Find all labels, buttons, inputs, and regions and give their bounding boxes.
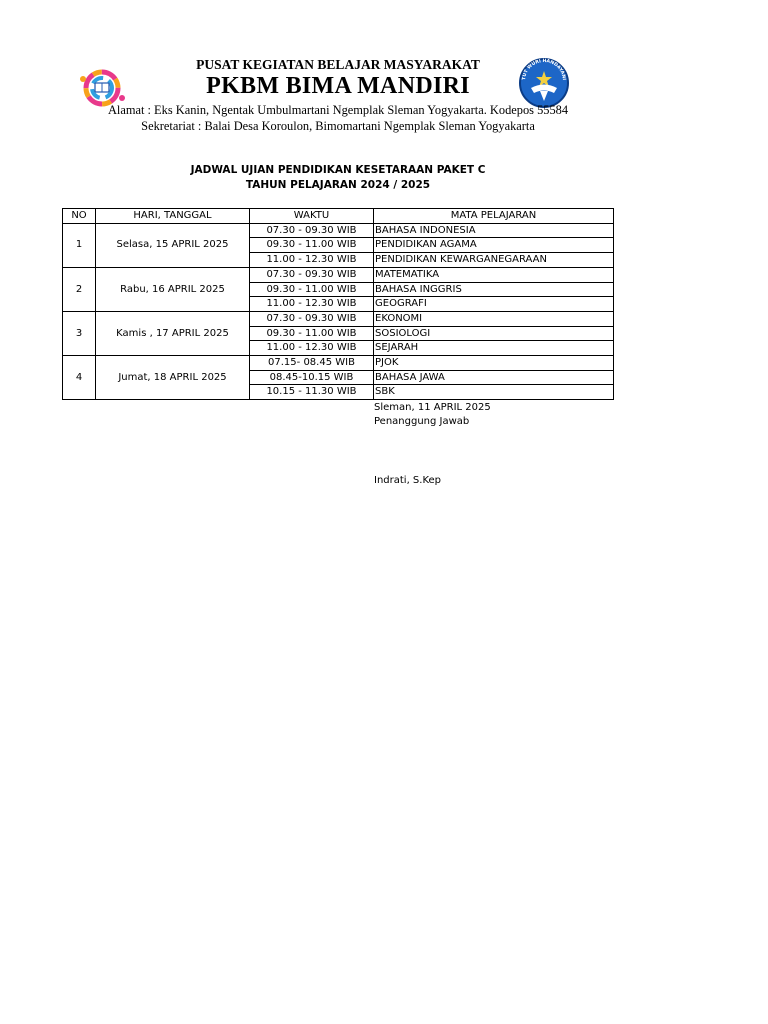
- organization-name: PKBM BIMA MANDIRI: [206, 73, 470, 99]
- session-subject: BAHASA INGGRIS: [374, 282, 614, 297]
- session-subject: PENDIDIKAN KEWARGANEGARAAN: [374, 253, 614, 268]
- header-no: NO: [63, 209, 96, 224]
- session-time: 07.30 - 09.30 WIB: [250, 223, 374, 238]
- academic-year: TAHUN PELAJARAN 2024 / 2025: [245, 179, 431, 191]
- day-date: Selasa, 15 APRIL 2025: [96, 223, 250, 267]
- institution-name: PUSAT KEGIATAN BELAJAR MASYARAKAT: [196, 57, 480, 72]
- session-subject: BAHASA JAWA: [374, 370, 614, 385]
- day-date: Rabu, 16 APRIL 2025: [96, 267, 250, 311]
- signature-role: Penanggung Jawab: [374, 416, 470, 427]
- session-subject: BAHASA INDONESIA: [374, 223, 614, 238]
- session-time: 10.15 - 11.30 WIB: [250, 385, 374, 400]
- session-time: 11.00 - 12.30 WIB: [250, 297, 374, 312]
- address-line: Alamat : Eks Kanin, Ngentak Umbulmartani Ngemplak Sleman Yogyakarta. Kodepos 55584: [107, 103, 569, 117]
- day-number: 2: [63, 267, 96, 311]
- session-time: 09.30 - 11.00 WIB: [250, 282, 374, 297]
- day-date: Kamis , 17 APRIL 2025: [96, 311, 250, 355]
- signature-name: Indrati, S.Kep: [374, 475, 442, 486]
- day-number: 1: [63, 223, 96, 267]
- session-subject: EKONOMI: [374, 311, 614, 326]
- session-time: 09.30 - 11.00 WIB: [250, 326, 374, 341]
- session-time: 08.45-10.15 WIB: [250, 370, 374, 385]
- header-day-date: HARI, TANGGAL: [96, 209, 250, 224]
- session-subject: MATEMATIKA: [374, 267, 614, 282]
- table-row: [63, 267, 614, 282]
- day-date: Jumat, 18 APRIL 2025: [96, 356, 250, 400]
- table-row: [63, 356, 614, 371]
- session-time: 11.00 - 12.30 WIB: [250, 253, 374, 268]
- session-time: 07.30 - 09.30 WIB: [250, 267, 374, 282]
- session-subject: GEOGRAFI: [374, 297, 614, 312]
- header-subject: MATA PELAJARAN: [374, 209, 614, 224]
- session-time: 11.00 - 12.30 WIB: [250, 341, 374, 356]
- header-time: WAKTU: [250, 209, 374, 224]
- session-time: 07.15- 08.45 WIB: [250, 356, 374, 371]
- exam-schedule-table: [62, 208, 614, 400]
- table-row: [63, 223, 614, 238]
- day-number: 4: [63, 356, 96, 400]
- table-header-row: [63, 209, 614, 224]
- session-subject: PJOK: [374, 356, 614, 371]
- session-time: 07.30 - 09.30 WIB: [250, 311, 374, 326]
- signature-place-date: Sleman, 11 APRIL 2025: [374, 402, 491, 413]
- session-subject: SBK: [374, 385, 614, 400]
- svg-text:TUT WURI HANDAYANI: TUT WURI HANDAYANI: [521, 58, 566, 81]
- session-subject: PENDIDIKAN AGAMA: [374, 238, 614, 253]
- session-subject: SEJARAH: [374, 341, 614, 356]
- secretariat-line: Sekretariat : Balai Desa Koroulon, Bimomartani Ngemplak Sleman Yogyakarta: [141, 119, 535, 133]
- table-row: [63, 311, 614, 326]
- session-time: 09.30 - 11.00 WIB: [250, 238, 374, 253]
- session-subject: SOSIOLOGI: [374, 326, 614, 341]
- day-number: 3: [63, 311, 96, 355]
- document-title: JADWAL UJIAN PENDIDIKAN KESETARAAN PAKET C: [190, 164, 486, 176]
